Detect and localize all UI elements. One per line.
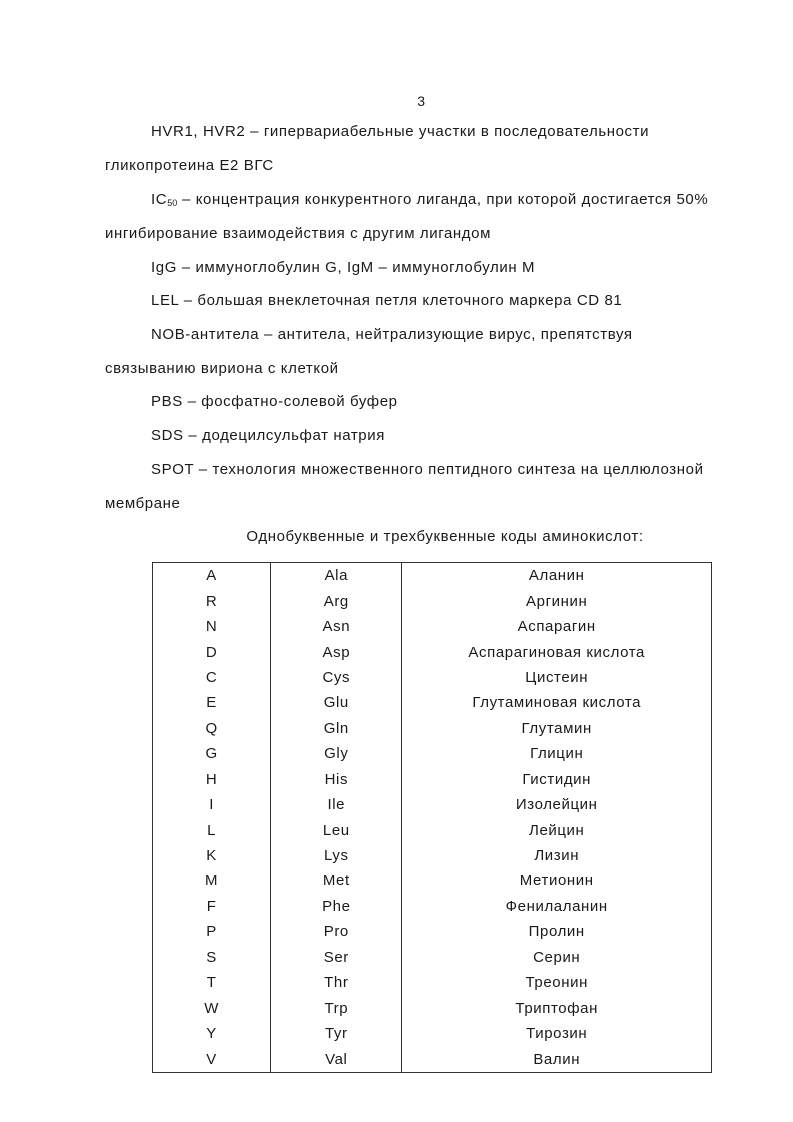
one-letter-code-cell: Q <box>153 716 271 741</box>
three-letter-code-cell: Gln <box>271 716 402 741</box>
amino-acid-name-cell: Серин <box>402 945 712 970</box>
one-letter-code-cell: F <box>153 894 271 919</box>
abbrev-ic50-term: IC <box>151 191 168 208</box>
amino-acid-name-cell: Тирозин <box>402 1021 712 1046</box>
three-letter-code-cell: Asn <box>271 614 402 639</box>
amino-acid-name-cell: Аргинин <box>402 588 712 613</box>
abbrev-pbs: PBS – фосфатно-солевой буфер <box>151 393 398 410</box>
table-row <box>153 919 712 944</box>
table-row <box>153 690 712 715</box>
table-row <box>153 741 712 766</box>
three-letter-code-cell: Cys <box>271 665 402 690</box>
one-letter-code-cell: T <box>153 970 271 995</box>
abbrev-ic50-line2: ингибирование взаимодействия с другим лигандом <box>105 225 492 242</box>
amino-acid-name-cell: Валин <box>402 1046 712 1072</box>
one-letter-code-cell: S <box>153 945 271 970</box>
amino-acid-table <box>152 562 712 1073</box>
amino-acid-name-cell: Глутамин <box>402 716 712 741</box>
table-row <box>153 614 712 639</box>
abbrev-nob-line1: NOB-антитела – антитела, нейтрализующие вирус, препятствуя <box>151 326 633 343</box>
one-letter-code-cell: V <box>153 1046 271 1072</box>
abbrev-hvr-line1: HVR1, HVR2 – гипервариабельные участки в последовательности <box>151 123 650 140</box>
one-letter-code-cell: D <box>153 639 271 664</box>
amino-acid-name-cell: Аланин <box>402 563 712 589</box>
table-row <box>153 843 712 868</box>
one-letter-code-cell: H <box>153 767 271 792</box>
one-letter-code-cell: K <box>153 843 271 868</box>
abbrev-ic50-definition: – концентрация конкурентного лиганда, при которой достигается 50% <box>177 191 709 208</box>
table-row <box>153 639 712 664</box>
three-letter-code-cell: Ser <box>271 945 402 970</box>
amino-acid-name-cell: Фенилаланин <box>402 894 712 919</box>
table-row <box>153 1021 712 1046</box>
one-letter-code-cell: G <box>153 741 271 766</box>
one-letter-code-cell: W <box>153 995 271 1020</box>
abbrev-sds: SDS – додецилсульфат натрия <box>151 427 385 444</box>
three-letter-code-cell: His <box>271 767 402 792</box>
table-row <box>153 817 712 842</box>
three-letter-code-cell: Phe <box>271 894 402 919</box>
table-row <box>153 1046 712 1072</box>
table-row <box>153 665 712 690</box>
one-letter-code-cell: E <box>153 690 271 715</box>
table-row <box>153 767 712 792</box>
three-letter-code-cell: Leu <box>271 817 402 842</box>
amino-acid-name-cell: Лизин <box>402 843 712 868</box>
abbrev-spot-line2: мембране <box>105 495 181 512</box>
table-row <box>153 716 712 741</box>
table-caption: Однобуквенные и трехбуквенные коды аминокислот: <box>246 528 644 545</box>
abbrev-ic50-line1 <box>151 190 791 213</box>
amino-acid-table-body <box>153 563 712 1073</box>
one-letter-code-cell: P <box>153 919 271 944</box>
one-letter-code-cell: C <box>153 665 271 690</box>
table-row <box>153 563 712 589</box>
one-letter-code-cell: L <box>153 817 271 842</box>
three-letter-code-cell: Pro <box>271 919 402 944</box>
amino-acid-name-cell: Глицин <box>402 741 712 766</box>
amino-acid-name-cell: Триптофан <box>402 995 712 1020</box>
amino-acid-name-cell: Аспарагин <box>402 614 712 639</box>
three-letter-code-cell: Asp <box>271 639 402 664</box>
amino-acid-name-cell: Гистидин <box>402 767 712 792</box>
table-row <box>153 894 712 919</box>
three-letter-code-cell: Gly <box>271 741 402 766</box>
abbrev-hvr-line2: гликопротеина Е2 ВГС <box>105 157 274 174</box>
table-row <box>153 970 712 995</box>
three-letter-code-cell: Tyr <box>271 1021 402 1046</box>
abbrev-lel: LEL – большая внеклеточная петля клеточного маркера CD 81 <box>151 292 623 309</box>
three-letter-code-cell: Thr <box>271 970 402 995</box>
three-letter-code-cell: Met <box>271 868 402 893</box>
one-letter-code-cell: I <box>153 792 271 817</box>
table-row <box>153 868 712 893</box>
amino-acid-name-cell: Лейцин <box>402 817 712 842</box>
table-row <box>153 945 712 970</box>
amino-acid-name-cell: Пролин <box>402 919 712 944</box>
amino-acid-name-cell: Изолейцин <box>402 792 712 817</box>
one-letter-code-cell: Y <box>153 1021 271 1046</box>
one-letter-code-cell: A <box>153 563 271 589</box>
table-row <box>153 995 712 1020</box>
amino-acid-name-cell: Цистеин <box>402 665 712 690</box>
abbrev-spot-line1: SPOT – технология множественного пептидного синтеза на целлюлозной <box>151 461 704 478</box>
abbrev-nob-line2: связыванию вириона с клеткой <box>105 360 339 377</box>
three-letter-code-cell: Lys <box>271 843 402 868</box>
three-letter-code-cell: Ala <box>271 563 402 589</box>
three-letter-code-cell: Ile <box>271 792 402 817</box>
three-letter-code-cell: Trp <box>271 995 402 1020</box>
amino-acid-name-cell: Аспарагиновая кислота <box>402 639 712 664</box>
abbrev-ic50-subscript: 50 <box>167 198 178 208</box>
one-letter-code-cell: R <box>153 588 271 613</box>
table-row <box>153 792 712 817</box>
table-row <box>153 588 712 613</box>
amino-acid-name-cell: Метионин <box>402 868 712 893</box>
page-number: 3 <box>417 93 426 109</box>
abbrev-igg: IgG – иммуноглобулин G, IgM – иммуноглобулин M <box>151 259 536 276</box>
amino-acid-name-cell: Треонин <box>402 970 712 995</box>
one-letter-code-cell: N <box>153 614 271 639</box>
three-letter-code-cell: Val <box>271 1046 402 1072</box>
amino-acid-name-cell: Глутаминовая кислота <box>402 690 712 715</box>
one-letter-code-cell: M <box>153 868 271 893</box>
three-letter-code-cell: Arg <box>271 588 402 613</box>
three-letter-code-cell: Glu <box>271 690 402 715</box>
